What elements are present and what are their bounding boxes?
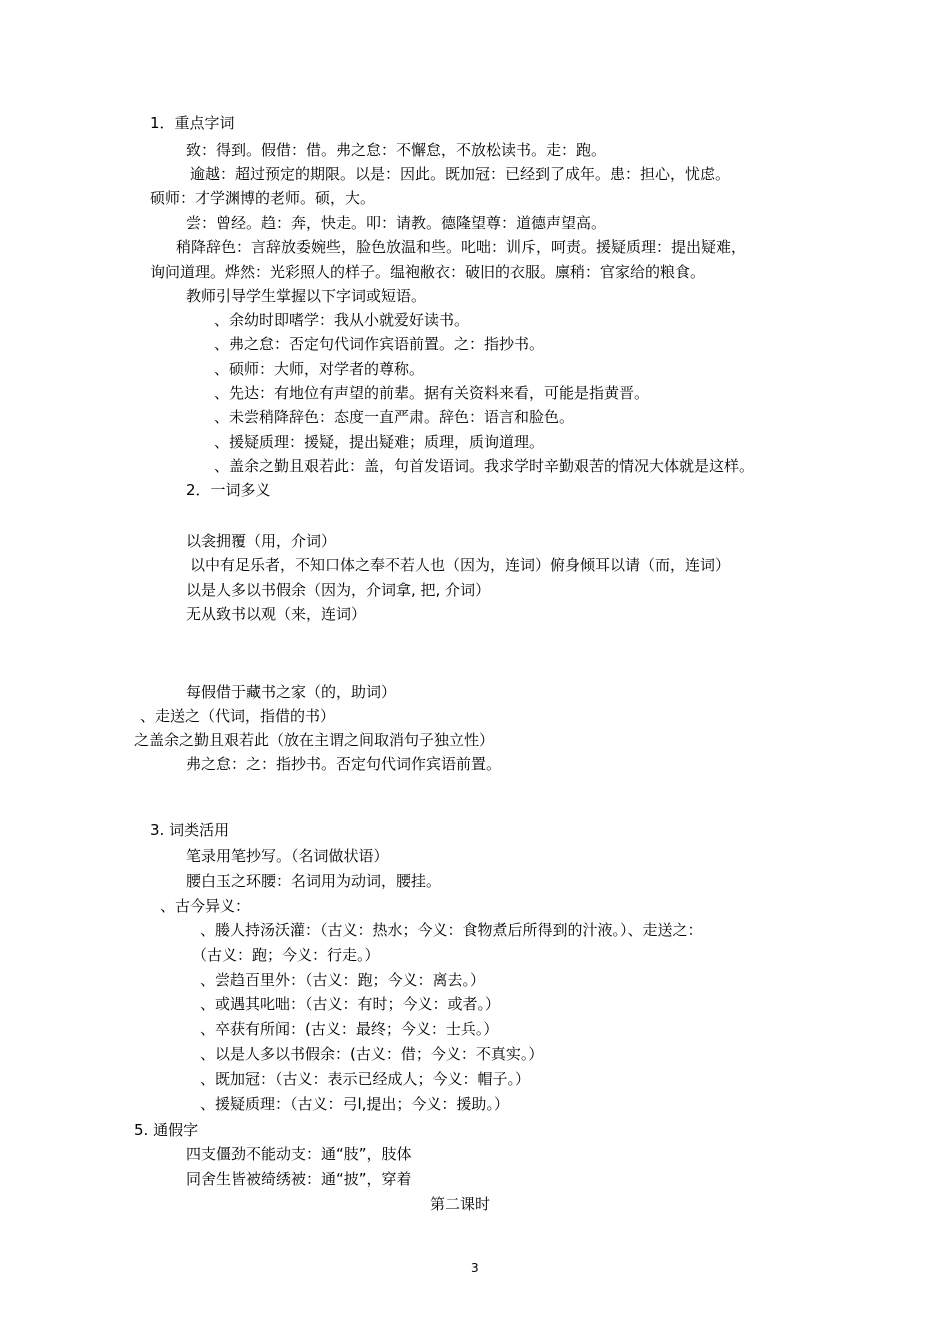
section-heading-ancient-modern: 、古今异义：: [160, 897, 251, 915]
list-item: 、尝趋百里外：（古义：跑；今义：离去。）: [200, 971, 486, 989]
section-heading-interchangeable: 5. 通假字: [134, 1121, 199, 1139]
text-line: 四支僵劲不能动支：通“肢”，肢体: [186, 1145, 412, 1163]
section-heading-key-words: 1．重点字词: [150, 114, 235, 132]
list-item: 、以是人多以书假余：(古义：借；今义：不真实。）: [200, 1045, 544, 1063]
list-item: 、媵人持汤沃灌：（古义：热水；今义：食物煮后所得到的汁液。）、走送之：: [200, 921, 703, 939]
list-item: （古义：跑；今义：行走。）: [192, 946, 380, 964]
text-line: 弗之怠：之：指抄书。否定句代词作宾语前置。: [186, 755, 502, 773]
list-item: 、弗之怠：否定句代词作宾语前置。之：指抄书。: [214, 335, 545, 353]
text-line: 教师引导学生掌握以下字词或短语。: [186, 287, 427, 305]
text-line: 逾越：超过预定的期限。以是：因此。既加冠：已经到了成年。患：担心，忧虑。: [190, 165, 731, 183]
page-number: 3: [471, 1261, 479, 1275]
text-line: 笔录用笔抄写。（名词做状语）: [186, 847, 389, 865]
text-line: 同舍生皆被绮绣被：通“披”，穿着: [186, 1170, 412, 1188]
list-item: 、盖余之勤且艰若此：盖，句首发语词。我求学时辛勤艰苦的情况大体就是这样。: [214, 457, 755, 475]
lesson-heading: 第二课时: [430, 1195, 491, 1213]
text-line: 以衾拥覆（用，介词）: [186, 532, 337, 550]
list-item: 、或遇其叱咄：（古义：有时；今义：或者。）: [200, 995, 501, 1013]
text-line: 致：得到。假借：借。弗之怠：不懈怠，不放松读书。走：跑。: [186, 141, 607, 159]
text-line: 无从致书以观（来，连词）: [186, 605, 367, 623]
text-line: 腰白玉之环腰：名词用为动词，腰挂。: [186, 872, 442, 890]
text-line: 、走送之（代词，指借的书）: [140, 707, 336, 725]
list-item: 、余幼时即嗜学：我从小就爱好读书。: [214, 311, 470, 329]
list-item: 、援疑质理：（古义：弓l,提出；今义：援助。）: [200, 1095, 509, 1113]
section-heading-polysemy: 2．一词多义: [186, 481, 271, 499]
section-heading-word-class: 3. 词类活用: [150, 821, 230, 839]
list-item: 、未尝稍降辞色：态度一直严肃。辞色：语言和脸色。: [214, 408, 575, 426]
text-line: 硕师：才学渊博的老师。硕，大。: [150, 189, 376, 207]
list-item: 、援疑质理：援疑，提出疑难；质理，质询道理。: [214, 433, 545, 451]
list-item: 、卒获有所闻：(古义：最终；今义：士兵。）: [200, 1020, 499, 1038]
list-item: 、硕师：大师，对学者的尊称。: [214, 360, 425, 378]
text-line: 稍降辞色：言辞放委婉些，脸色放温和些。叱咄：训斥，呵责。援疑质理：提出疑难，: [176, 238, 747, 256]
text-line: 询问道理。烨然：光彩照人的样子。缊袍敝衣：破旧的衣服。廪稍：官家给的粮食。: [150, 263, 706, 281]
list-item: 、先达：有地位有声望的前辈。据有关资料来看，可能是指黄晋。: [214, 384, 650, 402]
text-line: 以是人多以书假余（因为，介词拿, 把, 介词）: [186, 581, 491, 599]
text-line: 每假借于藏书之家（的，助词）: [186, 683, 397, 701]
text-line: 以中有足乐者，不知口体之奉不若人也（因为，连词）俯身倾耳以请（而，连词）: [190, 556, 731, 574]
text-line: 之盖余之勤且艰若此（放在主谓之间取消句子独立性）: [134, 731, 495, 749]
list-item: 、既加冠：（古义：表示已经成人；今义：帽子。）: [200, 1070, 531, 1088]
text-line: 尝：曾经。趋：奔，快走。叩：请教。德隆望尊：道德声望高。: [186, 214, 607, 232]
